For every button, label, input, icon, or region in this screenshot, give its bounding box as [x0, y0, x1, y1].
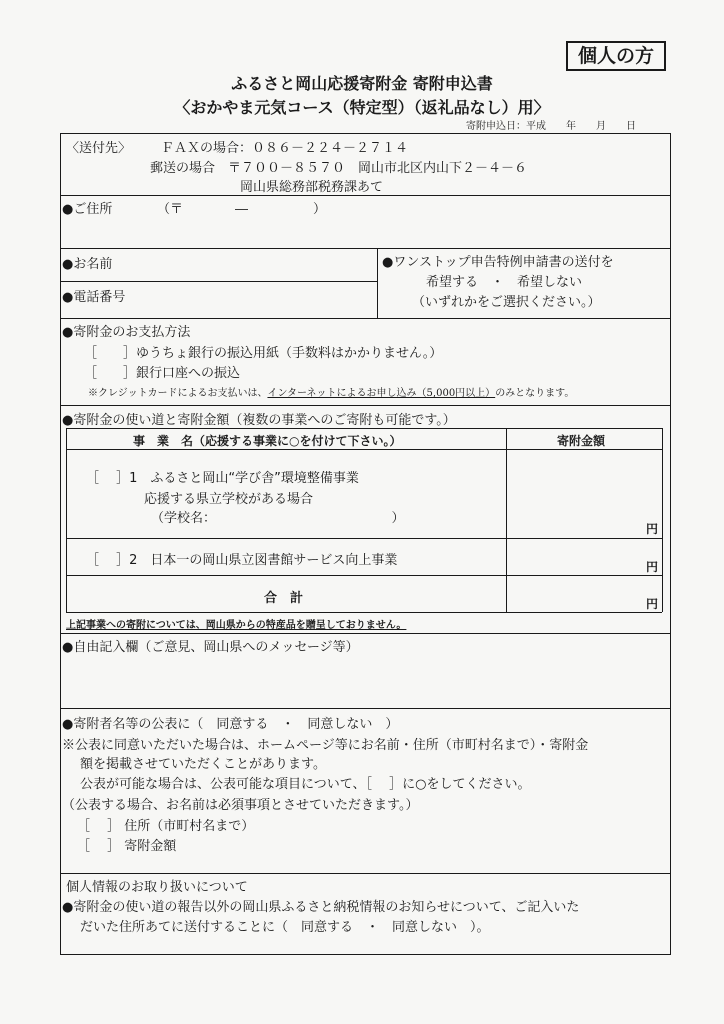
phone-label: ●電話番号 [62, 290, 126, 305]
onestop-options[interactable]: 希望する ・ 希望しない [426, 275, 583, 290]
payment-label: ●寄附金のお支払方法 [62, 325, 191, 340]
publish-address-checkbox[interactable]: ［ ］ 住所（市町村名まで） [77, 819, 255, 834]
divider [60, 633, 671, 634]
table-top [66, 428, 662, 429]
publication-note-3: 公表が可能な場合は、公表可能な項目について、［ ］に○をしてください。 [80, 777, 531, 792]
table-row-line [66, 538, 662, 539]
payment-note-prefix: ※クレジットカードによるお支払いは、 [88, 388, 268, 399]
frame-left [60, 133, 61, 955]
mail-address: 郵送の場合 〒７００－８５７０ 岡山市北区内山下２－４－６ [150, 161, 528, 176]
payment-option-bank[interactable]: ［ ］銀行口座への振込 [84, 366, 241, 381]
divider [377, 248, 378, 318]
onestop-label: ●ワンストップ申告特例申請書の送付を [382, 255, 614, 270]
publication-note-2: 額を掲載させていただくことがあります。 [80, 757, 326, 772]
department: 岡山県総務部税務課あて [240, 180, 384, 195]
privacy-title: 個人情報のお取り扱いについて [66, 880, 248, 895]
onestop-note: （いずれかをご選択ください。） [412, 295, 601, 310]
address-label: ●ご住所 [62, 202, 113, 217]
form-title: ふるさと岡山応援寄附金 寄附申込書 [231, 74, 493, 93]
frame-top [60, 133, 671, 134]
usage-label: ●寄附金の使い道と寄附金額（複数の事業へのご寄附も可能です。） [62, 413, 456, 428]
publication-note-4: （公表する場合、お名前は必須事項とさせていただきます。） [62, 798, 419, 813]
project-1-subtitle: 応援する県立学校がある場合 [144, 492, 314, 507]
target-tag: 個人の方 [566, 41, 666, 71]
yen-unit: 円 [646, 597, 659, 611]
table-col-divider [506, 428, 507, 612]
yen-unit: 円 [646, 560, 659, 574]
divider [60, 281, 377, 282]
payment-note-suffix: のみとなります。 [495, 388, 575, 399]
payment-note [88, 384, 574, 399]
project-1-checkbox[interactable]: ［ ］1 ふるさと岡山“学び舎”環境整備事業 [86, 471, 359, 486]
total-label: 合 計 [264, 591, 304, 606]
send-to-label: 〈送付先〉 [66, 141, 132, 156]
col-header-amount: 寄附金額 [557, 434, 606, 448]
divider [60, 248, 671, 249]
frame-bottom [60, 954, 671, 955]
fax-number: ＦＡＸの場合：０８６－２２４－２７１４ [161, 141, 409, 156]
free-comment-label: ●自由記入欄（ご意見、岡山県へのメッセージ等） [62, 640, 359, 655]
project-2-checkbox[interactable]: ［ ］2 日本一の岡山県立図書館サービス向上事業 [86, 553, 398, 568]
table-right [662, 428, 663, 612]
frame-right [670, 133, 671, 955]
form-subtitle: 〈おかやま元気コース（特定型）（返礼品なし）用〉 [174, 98, 550, 117]
postal-code-field[interactable]: （〒 ― ） [157, 202, 327, 217]
payment-note-underline: インターネットによるお申し込み（5,000円以上） [267, 388, 496, 399]
divider [60, 195, 671, 196]
publish-amount-checkbox[interactable]: ［ ］ 寄附金額 [77, 839, 177, 854]
col-header-project: 事 業 名（応援する事業に○を付けて下さい。） [133, 434, 402, 448]
privacy-line-1: ●寄附金の使い道の報告以外の岡山県ふるさと納税情報のお知らせについて、ご記入いた [62, 900, 580, 915]
divider [60, 318, 671, 319]
table-header-line [66, 449, 662, 450]
usage-note: 上記事業への寄附については、岡山県からの特産品を贈呈しておりません。 [66, 620, 407, 631]
payment-option-postal[interactable]: ［ ］ゆうちょ銀行の振込用紙（手数料はかかりません。） [84, 346, 443, 361]
application-date[interactable]: 寄附申込日：平成 年 月 日 [466, 121, 636, 132]
table-row-line [66, 575, 662, 576]
privacy-consent[interactable]: だいた住所あてに送付することに（ 同意する ・ 同意しない ）。 [80, 920, 490, 935]
publication-note-1: ※公表に同意いただいた場合は、ホームページ等にお名前・住所（市町村名まで）・寄附金 [62, 738, 589, 753]
table-left [66, 428, 67, 612]
divider [60, 708, 671, 709]
yen-unit: 円 [646, 522, 659, 536]
divider [60, 873, 671, 874]
name-label: ●お名前 [62, 257, 113, 272]
school-name-field[interactable]: （学校名： ） [151, 511, 405, 526]
publication-consent[interactable]: ●寄附者名等の公表に（ 同意する ・ 同意しない ） [62, 717, 399, 732]
table-bottom [66, 612, 662, 613]
divider [60, 405, 671, 406]
